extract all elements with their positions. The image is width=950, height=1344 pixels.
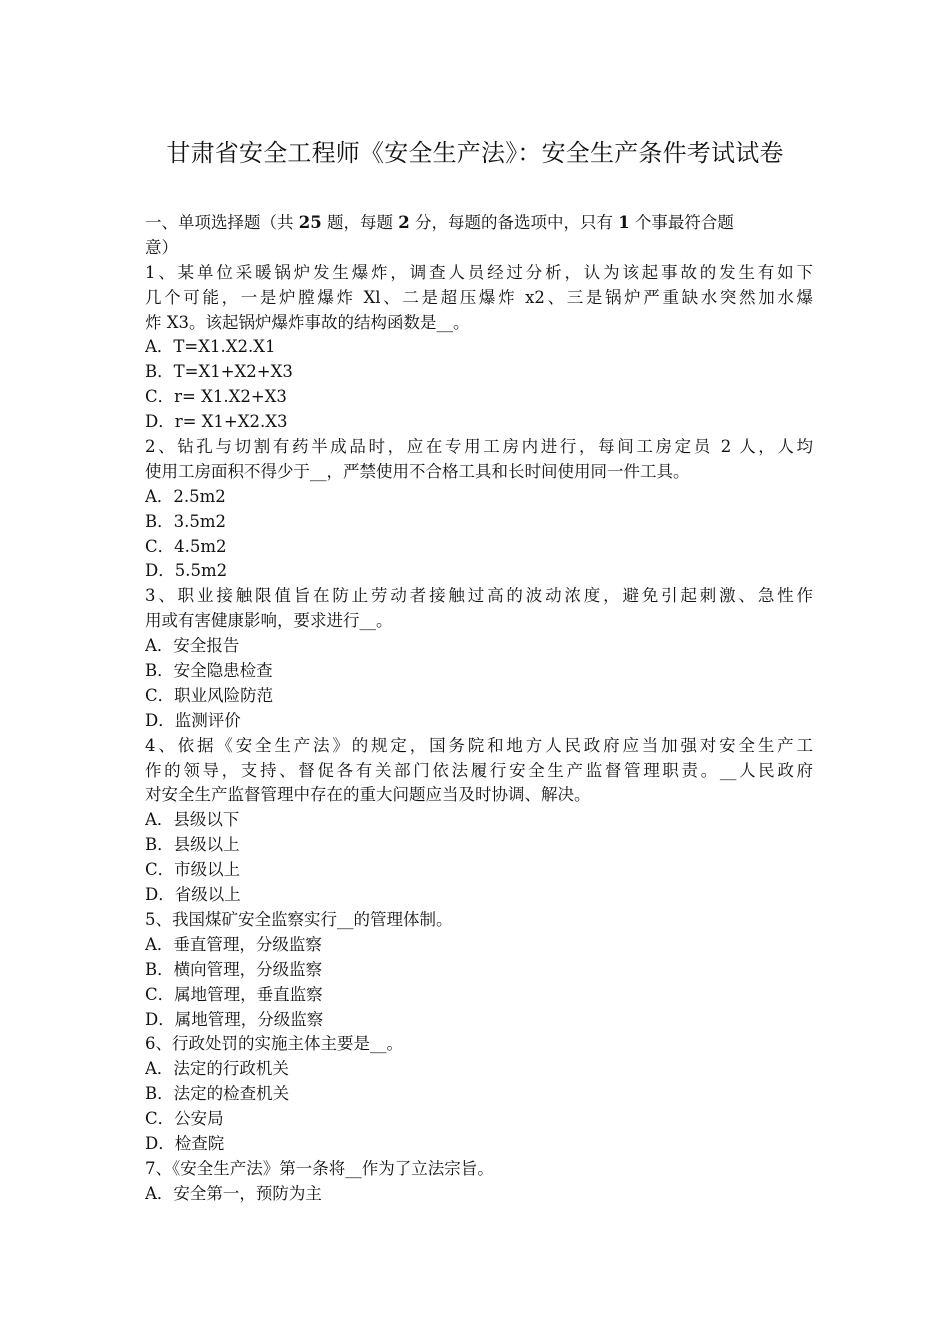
question-stem-line: 3、职业接触限值旨在防止劳动者接触过高的波动浓度，避免引起刺激、急性作 — [145, 586, 813, 606]
option-b: B．3.5m2 — [145, 511, 227, 531]
document-body — [145, 211, 813, 1207]
section-heading: 一、单项选择题（共 25 题，每题 2 分，每题的备选项中，只有 1 个事最符合题 — [145, 213, 734, 232]
option-b: B．T=X1+X2+X3 — [145, 362, 293, 382]
question-6 — [145, 1032, 813, 1156]
question-stem-line: 7、《安全生产法》第一条将__作为了立法宗旨。 — [145, 1158, 494, 1178]
question-3 — [145, 584, 813, 733]
question-5 — [145, 908, 813, 1032]
option-d: D．r= X1+X2.X3 — [145, 412, 288, 432]
option-c: C．市级以上 — [145, 860, 241, 880]
question-7 — [145, 1157, 813, 1207]
option-c: C．属地管理，垂直监察 — [145, 984, 323, 1004]
correct-count: 1 — [618, 213, 630, 232]
section-heading-cont: 意） — [145, 237, 178, 257]
question-stem-line: 2、钻孔与切割有药半成品时，应在专用工房内进行，每间工房定员 2 人，人均 — [145, 437, 813, 457]
option-a: A．垂直管理，分级监察 — [145, 934, 322, 954]
option-d: D．检查院 — [145, 1133, 225, 1153]
question-stem-line: 4、依据《安全生产法》的规定，国务院和地方人民政府应当加强对安全生产工 — [145, 735, 813, 755]
option-c: C．公安局 — [145, 1109, 224, 1129]
option-a: A．县级以下 — [145, 810, 240, 830]
question-stem-line: 5、我国煤矿安全监察实行__的管理体制。 — [145, 909, 453, 929]
question-count: 25 — [298, 213, 322, 232]
question-stem-line: 对安全生产监督管理中存在的重大问题应当及时协调、解决。 — [145, 785, 591, 805]
question-stem-line: 用或有害健康影响，要求进行__。 — [145, 611, 393, 631]
option-c: C．4.5m2 — [145, 536, 227, 556]
points-per-question: 2 — [398, 213, 410, 232]
option-b: B．安全隐患检查 — [145, 661, 273, 681]
page-title: 甘肃省安全工程师《安全生产法》：安全生产条件考试试卷 — [166, 139, 784, 167]
option-a: A．2.5m2 — [145, 486, 226, 506]
option-d: D．监测评价 — [145, 710, 241, 730]
question-4 — [145, 734, 813, 908]
option-b: B．法定的检查机关 — [145, 1084, 290, 1104]
option-b: B．横向管理，分级监察 — [145, 959, 323, 979]
question-stem-line: 6、行政处罚的实施主体主要是__。 — [145, 1034, 403, 1054]
option-a: A．安全第一，预防为主 — [145, 1183, 322, 1203]
option-a: A．安全报告 — [145, 636, 240, 656]
option-d: D．5.5m2 — [145, 561, 228, 581]
option-c: C．r= X1.X2+X3 — [145, 387, 287, 407]
option-a: A．T=X1.X2.X1 — [145, 337, 276, 357]
option-d: D．属地管理，分级监察 — [145, 1009, 324, 1029]
question-stem-line: 炸 X3。该起锅炉爆炸事故的结构函数是__。 — [145, 312, 470, 332]
option-a: A．法定的行政机关 — [145, 1059, 289, 1079]
option-d: D．省级以上 — [145, 885, 241, 905]
question-2 — [145, 435, 813, 584]
option-c: C．职业风险防范 — [145, 685, 274, 705]
question-stem-line: 作的领导，支持、督促各有关部门依法履行安全生产监督管理职责。__人民政府 — [145, 760, 813, 780]
question-stem-line: 1、某单位采暖锅炉发生爆炸，调查人员经过分析，认为该起事故的发生有如下 — [145, 262, 813, 282]
option-b: B．县级以上 — [145, 835, 240, 855]
question-1 — [145, 261, 813, 435]
question-stem-line: 几个可能，一是炉膛爆炸 Xl、二是超压爆炸 x2、三是锅炉严重缺水突然加水爆 — [145, 287, 813, 307]
question-stem-line: 使用工房面积不得少于__，严禁使用不合格工具和长时间使用同一件工具。 — [145, 461, 690, 481]
